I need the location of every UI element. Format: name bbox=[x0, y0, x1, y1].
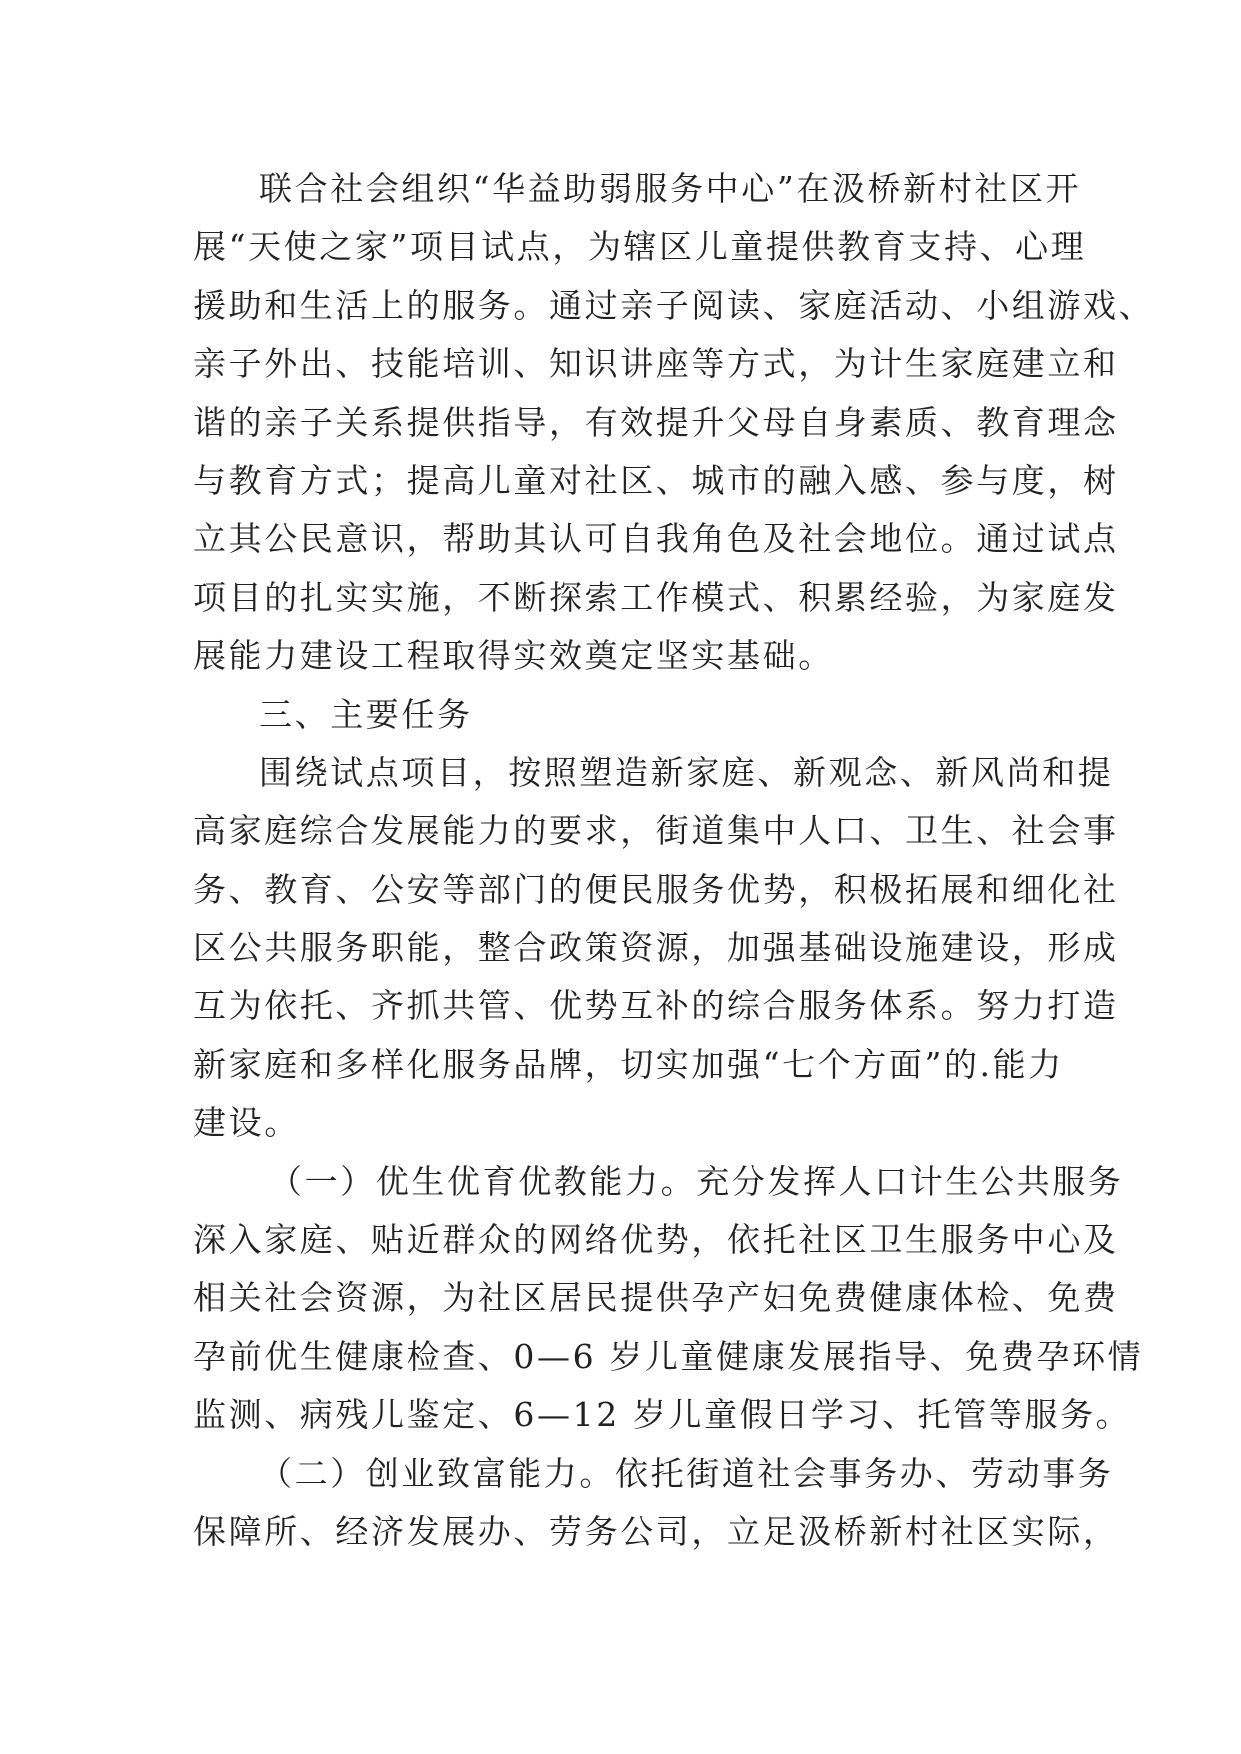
text-line: 展能力建设工程取得实效奠定坚实基础。 bbox=[193, 636, 834, 676]
text-line: 高家庭综合发展能力的要求，街道集中人口、卫生、社会事 bbox=[193, 811, 1119, 851]
text-line: 援助和生活上的服务。通过亲子阅读、家庭活动、小组游戏、 bbox=[193, 285, 1155, 325]
text-line: 联合社会组织“华益助弱服务中心”在汲桥新村社区开 bbox=[259, 169, 1082, 208]
text-line: 展“天使之家”项目试点，为辖区儿童提供教育支持、心理 bbox=[193, 227, 1087, 267]
text-line: 保障所、经济发展办、劳务公司，立足汲桥新村社区实际， bbox=[193, 1511, 1119, 1551]
document-page bbox=[193, 160, 1155, 1561]
text-line: 立其公民意识，帮助其认可自我角色及社会地位。通过试点 bbox=[193, 519, 1119, 559]
text-line: 谐的亲子关系提供指导，有效提升父母自身素质、教育理念 bbox=[193, 402, 1119, 442]
text-line: 与教育方式；提高儿童对社区、城市的融入感、参与度，树 bbox=[193, 460, 1119, 500]
text-line: 互为依托、齐抓共管、优势互补的综合服务体系。努力打造 bbox=[193, 986, 1119, 1026]
text-line: 孕前优生健康检查、0—6 岁儿童健康发展指导、免费孕环情 bbox=[193, 1336, 1144, 1376]
text-line: 新家庭和多样化服务品牌，切实加强“七个方面”的.能力 bbox=[193, 1044, 1064, 1084]
text-line: 围绕试点项目，按照塑造新家庭、新观念、新风尚和提 bbox=[259, 752, 1114, 792]
text-line: 区公共服务职能，整合政策资源，加强基础设施建设，形成 bbox=[193, 928, 1119, 968]
subsection-line: （一）优生优育优教能力。充分发挥人口计生公共服务 bbox=[269, 1161, 1124, 1201]
text-line: 亲子外出、技能培训、知识讲座等方式，为计生家庭建立和 bbox=[193, 344, 1119, 384]
subsection-line: （二）创业致富能力。依托街道社会事务办、劳动事务 bbox=[259, 1453, 1114, 1493]
text-line: 务、教育、公安等部门的便民服务优势，积极拓展和细化社 bbox=[193, 869, 1119, 909]
text-line: 深入家庭、贴近群众的网络优势，依托社区卫生服务中心及 bbox=[193, 1220, 1119, 1260]
section-heading: 三、主要任务 bbox=[259, 694, 473, 734]
text-line: 监测、病残儿鉴定、6—12 岁儿童假日学习、托管等服务。 bbox=[193, 1395, 1132, 1435]
text-line: 相关社会资源，为社区居民提供孕产妇免费健康体检、免费 bbox=[193, 1278, 1119, 1318]
text-line: 项目的扎实实施，不断探索工作模式、积累经验，为家庭发 bbox=[193, 577, 1119, 617]
text-line: 建设。 bbox=[193, 1103, 300, 1143]
